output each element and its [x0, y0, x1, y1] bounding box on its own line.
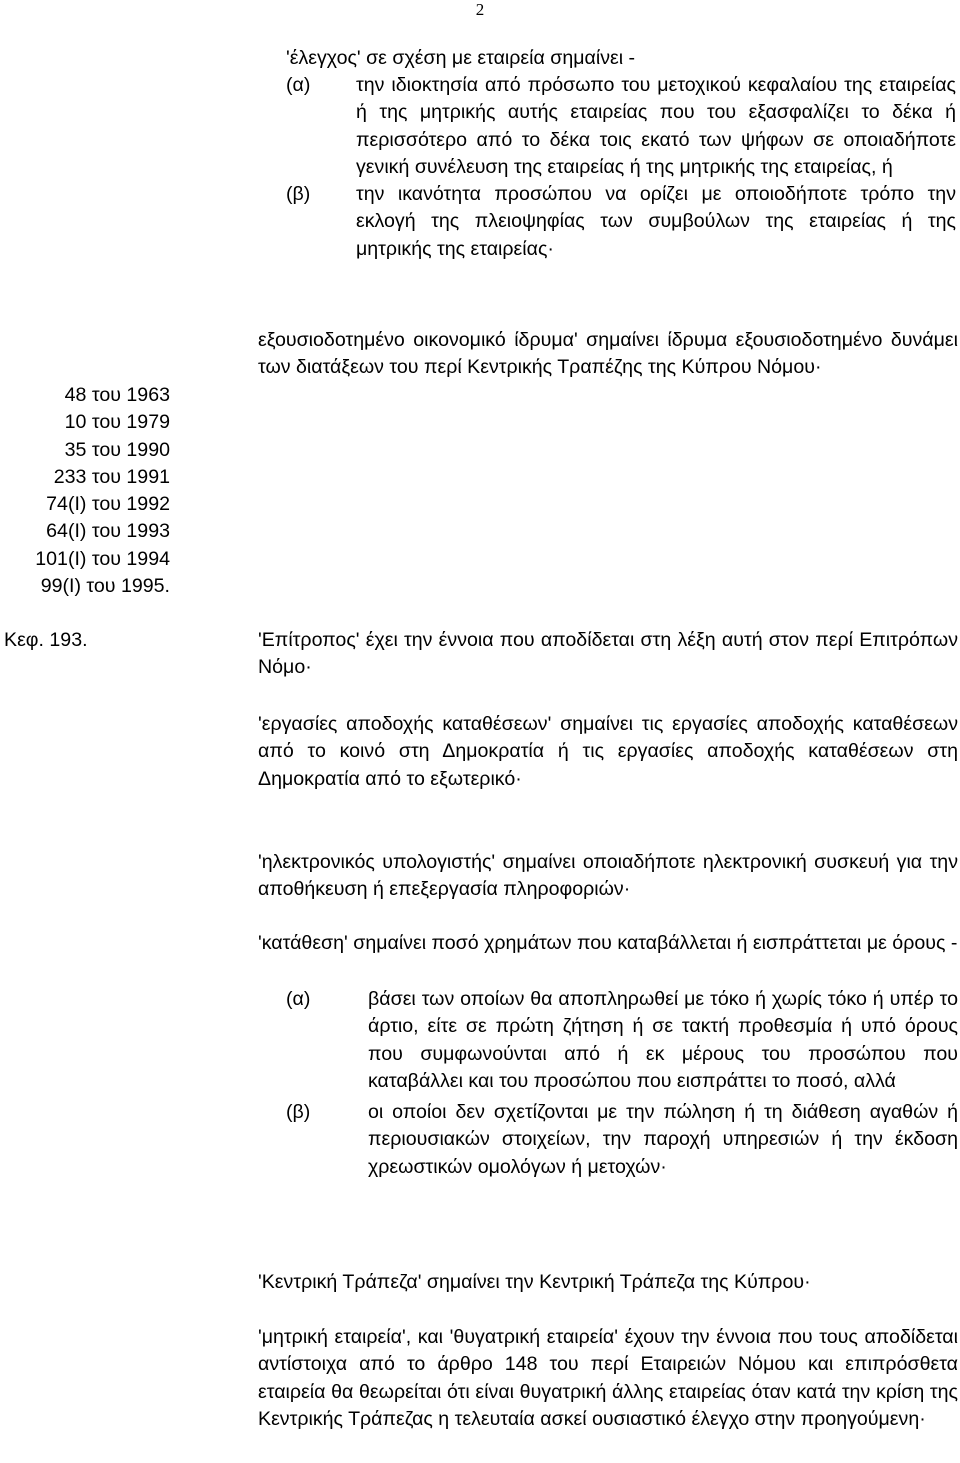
law-ref: 101(Ι) του 1994 [35, 547, 170, 570]
definition-deposit-operations: 'εργασίες αποδοχής καταθέσεων' σημαίνει τις εργασίες αποδοχής καταθέσεων από το κοινό στη Δημοκρατία ή τις εργασίες αποδοχής καταθέσεων στη Δημοκρατία από το εξωτερικό· [258, 713, 958, 790]
definition-commissioner: 'Επίτροπος' έχει την έννοια που αποδίδεται στη λέξη αυτή στον περί Επιτρόπων Νόμο· [258, 629, 958, 679]
control-item-a [286, 72, 958, 181]
item-label: (α) [286, 988, 311, 1010]
item-label: (α) [286, 74, 311, 96]
definition-control-items [286, 72, 958, 263]
item-text: την ικανότητα προσώπου να ορίζει με οποιοδήποτε τρόπο την εκλογή της πλειοψηφίας των συμβούλων της εταιρείας ή της μητρικής της εταιρείας· [356, 183, 956, 260]
item-text: οι οποίοι δεν σχετίζονται με την πώληση ή τη διάθεση αγαθών ή περιουσιακών στοιχείων, την παροχή υπηρεσιών ή την έκδοση χρεωστικών ομολόγων ή μετοχών· [368, 1101, 958, 1178]
definition-parent-company: 'μητρική εταιρεία', και 'θυγατρική εταιρεία' έχουν την έννοια που τους αποδίδεται αντίστοιχα από το άρθρο 148 του περί Εταιρειών Νόμου και επιπρόσθετα εταιρεία θα θεωρείται ότι είναι θυγατρική άλλης εταιρείας όταν κατά την κρίση της Κεντρικής Τράπεζας η τελευταία ασκεί ουσιαστικό έλεγχο στην προηγούμενη· [258, 1326, 958, 1430]
item-text: την ιδιοκτησία από πρόσωπο του μετοχικού κεφαλαίου της εταιρείας ή της μητρικής αυτής εταιρείας που του εξασφαλίζει το δέκα ή περισσότερο από το δέκα τοις εκατό των ψήφων σε οποιαδήποτε γενική συνέλευση της εταιρείας ή της μητρικής της εταιρείας, ή [356, 74, 956, 178]
deposit-item-a [286, 986, 958, 1095]
definition-central-bank: 'Κεντρική Τράπεζα' σημαίνει την Κεντρική Τράπεζα της Κύπρου· [258, 1271, 811, 1293]
definition-deposit-items [286, 986, 958, 1181]
definition-computer: 'ηλεκτρονικός υπολογιστής' σημαίνει οποιαδήποτε ηλεκτρονική συσκευή για την αποθήκευση ή επεξεργασία πληροφοριών· [258, 851, 958, 901]
margin-law-references [0, 382, 170, 600]
item-label: (β) [286, 183, 311, 206]
deposit-item-b [286, 1099, 958, 1181]
law-ref: 233 του 1991 [53, 465, 170, 488]
law-ref: 48 του 1963 [64, 384, 170, 406]
law-ref: 64(Ι) του 1993 [46, 520, 170, 543]
law-ref: 10 του 1979 [64, 411, 170, 434]
item-text: βάσει των οποίων θα αποπληρωθεί με τόκο ή χωρίς τόκο ή υπέρ το άρτιο, είτε σε πρώτη ζήτηση ή σε τακτή προθεσμία ή υπό όρους που συμφωνούνται από ή εκ μέρους του προσώπου που καταβάλλει και του προσώπου που εισπράττει το ποσό, αλλά [368, 988, 958, 1092]
item-label: (β) [286, 1101, 311, 1124]
definition-authorized-institution: εξουσιοδοτημένο οικονομικό ίδρυμα' σημαίνει ίδρυμα εξουσιοδοτημένο δυνάμει των διατάξεων του περί Κεντρικής Τραπέζης της Κύπρου Νόμου· [258, 329, 958, 379]
law-ref: 99(Ι) του 1995. [40, 575, 170, 598]
definition-control-intro: 'έλεγχος' σε σχέση με εταιρεία σημαίνει - [286, 47, 636, 69]
control-item-b [286, 181, 958, 263]
definition-deposit-intro: 'κατάθεση' σημαίνει ποσό χρημάτων που καταβάλλεται ή εισπράττεται με όρους - [258, 932, 958, 954]
law-ref: 35 του 1990 [64, 438, 170, 461]
law-ref: 74(Ι) του 1992 [46, 493, 170, 516]
page-number: 2 [475, 0, 485, 19]
margin-chapter-reference: Κεφ. 193. [4, 629, 88, 651]
